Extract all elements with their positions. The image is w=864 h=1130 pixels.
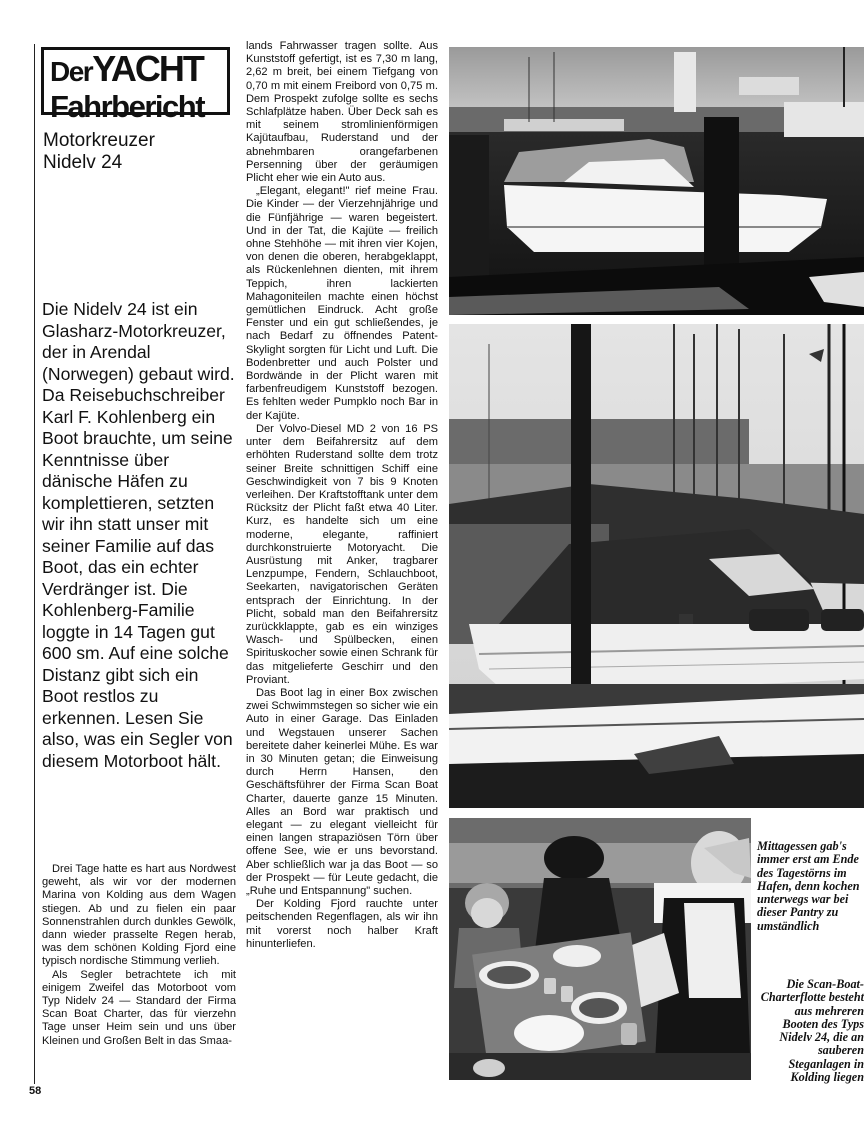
logo-yacht: YACHT <box>92 48 203 89</box>
subtitle-line-2: Nidelv 24 <box>43 152 123 173</box>
logo-line-1 <box>50 48 221 92</box>
paragraph: Drei Tage hatte es hart aus Nordwest geweht, als wir vor der modernen Marina von Kolding aus dem Wagen stiegen. Ab und zu fielen ein paar Sonnenstrahlen durch dunkles Gewölk, dann wieder prasselte Regen herab, was dem schönen Kolding Fjord eine typisch nordische Stimmung verlieh. <box>42 863 236 968</box>
paragraph: Der Volvo-Diesel MD 2 von 16 PS unter dem Beifahrersitz auf dem erhöhten Ruderstand sollte dem trotz seiner Breite schnittigen Schiff eine Geschwindigkeit von 7 bis 9 Knoten verleihen. Der Kraftstofftank unter dem Rücksitz der Plicht faßt etwa 40 Liter. Kurz, es handelte sich um eine moderne, elegante, raffiniert durchkonstruierte Motoryacht. Die Ausrüstung mit Anker, tragbarer Lenzpumpe, Fendern, Schlauchboot, Seekarten, navigatorischen Geräten entsprach der Einrichtung. In der Plicht, sobald man den Beifahrersitz zurückklappte, gab es ein winziges Wasch- und Spülbecken, einen Spirituskocher sowie einen Schrank für das mitgelieferte Geschirr und den Proviant. <box>246 422 438 686</box>
subtitle-line-1: Motorkreuzer <box>43 130 155 151</box>
article-subtitle <box>43 130 233 174</box>
page-number: 58 <box>29 1085 42 1097</box>
photo-boat-in-harbor <box>449 47 864 315</box>
column-rule <box>34 44 35 1084</box>
photo-boat-at-pier <box>449 324 864 808</box>
body-column-2 <box>246 40 438 951</box>
paragraph: lands Fahrwasser tragen sollte. Aus Kunststoff gefertigt, ist es 7,30 m lang, 2,62 m breit, bei einem Tiefgang von 0,70 m mit einem Freibord von 0,75 m. Dem Prospekt zufolge sollte es sechs Schlafplätze haben. Über Deck sah es mit seinem stromlinienförmigen Kajütaufbau, Ruderstand und der abnehmbaren orangefarbenen Persenning über der geräumigen Plicht eher wie ein Auto aus. <box>246 40 438 185</box>
intro-paragraph: Die Nidelv 24 ist ein Glasharz-Motorkreuzer, der in Arendal (Norwegen) gebaut wird. Da Reisebuchschreiber Karl F. Kohlenberg ein Boot brauchte, um seine Kenntnisse über dänische Häfen zu komplettieren, setzten wir ihn statt unser mit seiner Familie auf das Boot, das ein echter Verdränger ist. Die Kohlenberg-Familie loggte in 14 Tagen gut 600 sm. Auf eine solche Distanz gibt sich ein Boot restlos zu erkennen. Lesen Sie also, was ein Segler von diesem Motorboot hält. <box>42 299 235 771</box>
logo-der: Der <box>50 56 93 87</box>
magazine-logo <box>41 47 230 124</box>
logo-fahrbericht: Fahrbericht <box>50 89 205 124</box>
paragraph: „Elegant, elegant!" rief meine Frau. Die Kinder — der Vierzehnjährige und die Fünfjährige — waren begeistert. Und in der Tat, die Kajüte — freilich ohne Stehhöhe — mit ihren vier Kojen, von denen die oberen, herabgeklappt, als Rückenlehnen dienten, mit ihrem Teppich, ihren lackierten Mahagoniteilen machte einen höchst gemütlichen Eindruck. Acht große Fenster und ein gut schließendes, je nach Bedarf zu öffnendes Patent-Skylight sorgten für Licht und Luft. Die Bodenbretter und auch Polster und Bordwände in der Plicht waren mit farbenfreudigem Kunststoff bezogen. Es fehlten weder Pumpklo noch Bar in der Kajüte. <box>246 185 438 422</box>
photo-caption-fleet: Die Scan-Boat-Charterflotte besteht aus mehreren Booten des Typs Nidelv 24, die an sauberen Steganlagen in Kolding liegen <box>760 977 864 1085</box>
photo-caption-meal: Mittagessen gab's immer erst am Ende des Tagestörns im Hafen, denn kochen unterwegs war bei dieser Pantry zu umständlich <box>757 839 860 933</box>
photo-family-meal <box>449 818 751 1080</box>
paragraph: Als Segler betrachtete ich mit einigem Zweifel das Motorboot vom Typ Nidelv 24 — Standard der Firma Scan Boat Charter, das für vierzehn Tage unser Heim sein und uns über Kleinen und Großen Belt in das Smaa- <box>42 968 236 1047</box>
paragraph: Das Boot lag in einer Box zwischen zwei Schwimmstegen so sicher wie ein Auto in einer Garage. Das Einladen und Wegstauen unserer Sachen bereitete daher keinerlei Mühe. Es war in 30 Minuten getan; die Einweisung durch Herrn Hansen, den Geschäftsführer der Firma Scan Boat Charter, dauerte ganze 15 Minuten. Alles an Bord war praktisch und elegant — zu elegant vielleicht für einen langen strapaziösen Törn über offene See, wie er uns bevorstand. Aber schließlich war ja das Boot — so der Prospekt — für Leute gedacht, die „Ruhe und Entspannung" suchen. <box>246 686 438 897</box>
body-column-1 <box>42 863 236 1048</box>
paragraph: Der Kolding Fjord rauchte unter peitschenden Regenflagen, als wir ihn mit vorerst noch halber Kraft hinunterliefen. <box>246 898 438 950</box>
